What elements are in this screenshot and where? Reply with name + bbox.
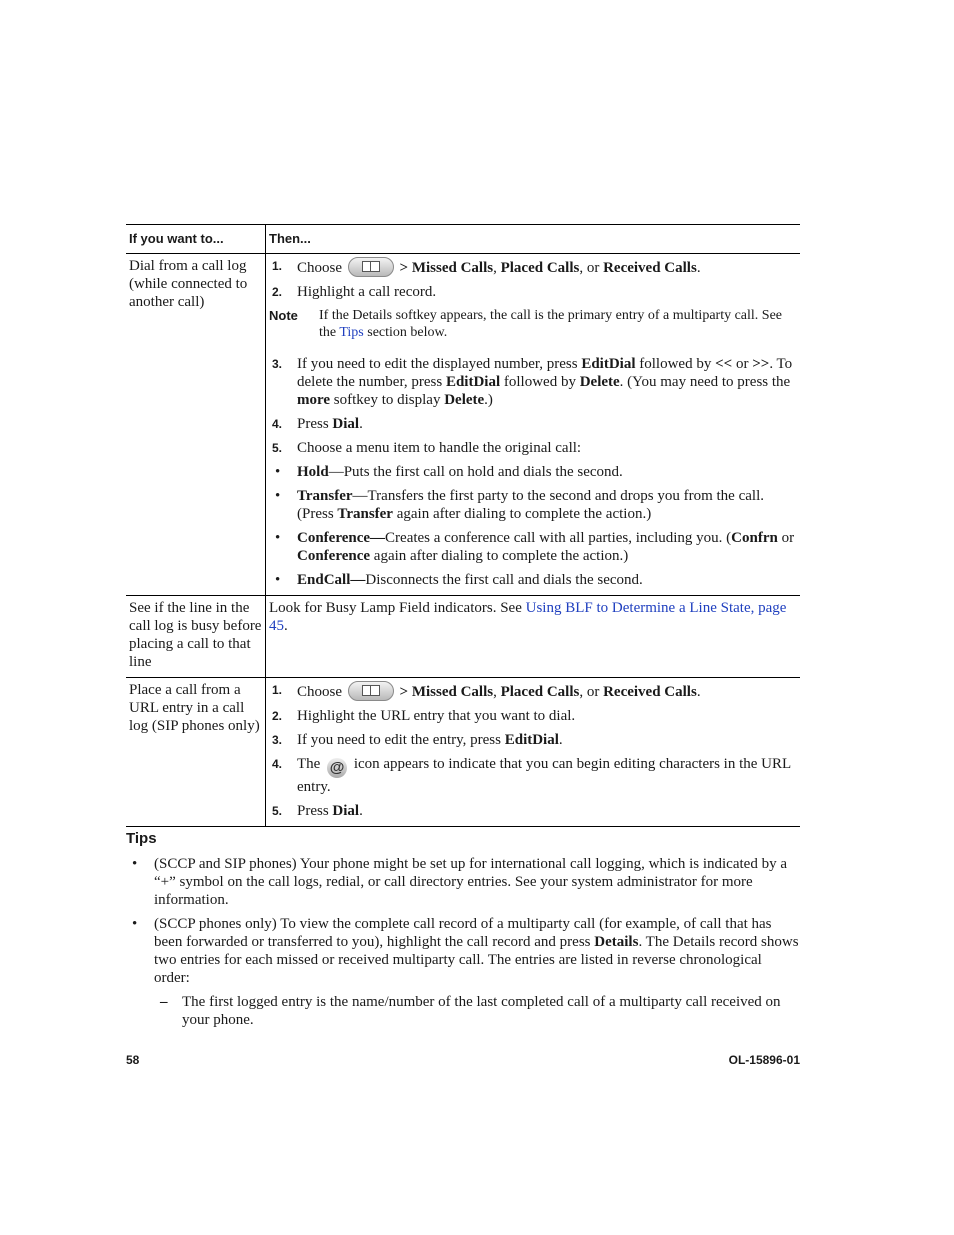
step-number: 3. xyxy=(272,733,283,747)
step-text: Press xyxy=(297,803,329,819)
bullet: • xyxy=(132,916,138,932)
softkey: EndCall— xyxy=(297,572,366,588)
punct: . xyxy=(359,803,363,819)
step-text: Choose xyxy=(297,684,342,700)
tip-text: (SCCP phones only) To view the complete call record of a multiparty call (for example, of call that has been forwarded or transferred to you), highlight the call record and press xyxy=(154,916,772,950)
bullet-text: —Puts the first call on hold and dials the second. xyxy=(328,464,623,480)
step xyxy=(269,707,798,725)
step-number: 2. xyxy=(272,285,283,299)
bullet-text: —Transfers the first party to the second and drops you from the call. (Press xyxy=(297,488,764,522)
punct: . xyxy=(696,684,701,700)
step xyxy=(269,439,798,457)
step-text: The xyxy=(297,756,321,772)
punct: . xyxy=(558,732,563,748)
bullet-text: or xyxy=(781,530,795,546)
bullet: • xyxy=(132,856,138,872)
header-col-2: Then... xyxy=(269,231,311,246)
punct: . xyxy=(696,260,701,276)
step xyxy=(269,681,798,701)
list-item xyxy=(126,855,800,909)
step-text: Press xyxy=(297,416,329,432)
softkey-missed-calls: Missed Calls xyxy=(411,260,494,276)
bullet-item xyxy=(269,487,798,523)
note-text: If the Details softkey appears, the call is the primary entry of a multiparty call. See the xyxy=(319,308,783,340)
bullet: • xyxy=(275,488,281,504)
bullet-item xyxy=(269,571,798,589)
punct: , xyxy=(493,684,497,700)
note-text: section below. xyxy=(367,325,448,340)
row-steps xyxy=(266,678,800,826)
step-text: or xyxy=(735,356,749,372)
step xyxy=(269,283,798,301)
step-number: 1. xyxy=(272,683,283,697)
bullet: • xyxy=(275,464,281,480)
row-task: See if the line in the call log is busy before placing a call to that line xyxy=(126,596,266,677)
step-text: followed by xyxy=(503,374,576,390)
step-number: 5. xyxy=(272,441,283,455)
softkey: Confrn xyxy=(731,530,778,546)
bullet-item xyxy=(269,463,798,481)
note-label: Note xyxy=(269,308,298,323)
call-log-table xyxy=(126,224,800,827)
note xyxy=(269,307,798,341)
punct: . xyxy=(284,618,288,634)
softkey-placed-calls: Placed Calls xyxy=(500,260,580,276)
step-text: Highlight a call record. xyxy=(297,284,437,300)
bullet-text: Disconnects the first call and dials the second. xyxy=(365,572,643,588)
table-row xyxy=(126,596,800,678)
bullet: • xyxy=(275,530,281,546)
step xyxy=(269,257,798,277)
bullet-text: again after dialing to complete the action.) xyxy=(373,548,629,564)
step xyxy=(269,355,798,409)
softkey: Dial xyxy=(332,416,360,432)
softkey: Delete xyxy=(579,374,620,390)
step-number: 3. xyxy=(272,357,283,371)
softkey-missed-calls: Missed Calls xyxy=(411,684,494,700)
step-number: 5. xyxy=(272,804,283,818)
step-sep: > xyxy=(399,260,409,276)
step xyxy=(269,802,798,820)
table-row xyxy=(126,254,800,596)
tip-text: (SCCP and SIP phones) Your phone might be set up for international call logging, which is indicated by a “+” symbol on the call logs, redial, or call directory entries. See your system administrator for more information. xyxy=(154,856,787,908)
punct: , xyxy=(493,260,497,276)
step-number: 4. xyxy=(272,417,283,431)
doc-number: OL-15896-01 xyxy=(728,1053,800,1067)
row-steps xyxy=(266,254,800,595)
softkey: Conference— xyxy=(297,530,386,546)
step-number: 1. xyxy=(272,259,283,273)
row-steps xyxy=(266,596,800,677)
bullet-item xyxy=(269,529,798,565)
softkey: Conference xyxy=(297,548,371,564)
softkey: more xyxy=(297,392,331,408)
tips-list xyxy=(126,855,800,1035)
list-item xyxy=(126,915,800,987)
softkey: << xyxy=(715,356,733,372)
row-task: Place a call from a URL entry in a call log (SIP phones only) xyxy=(126,678,266,826)
step-text: Choose a menu item to handle the original call: xyxy=(297,440,582,456)
tip-text: . The Details record shows two entries for each missed or received multiparty call. The entries are listed in reverse chronological order: xyxy=(154,934,799,986)
softkey: Dial xyxy=(332,803,360,819)
bullet: • xyxy=(275,572,281,588)
sub-item-text: The first logged entry is the name/number of the last completed call of a multiparty call received on your phone. xyxy=(182,994,781,1028)
directories-book-icon xyxy=(348,257,394,277)
step-text: Choose xyxy=(297,260,342,276)
softkey: Transfer xyxy=(297,488,353,504)
table-row xyxy=(126,678,800,826)
softkey: EditDial xyxy=(504,732,559,748)
page-number: 58 xyxy=(126,1053,140,1067)
step-number: 2. xyxy=(272,709,283,723)
at-sign-icon: @ xyxy=(327,758,347,778)
softkey: Delete xyxy=(444,392,485,408)
softkey: Hold xyxy=(297,464,329,480)
step-text: , or xyxy=(579,684,600,700)
softkey-received-calls: Received Calls xyxy=(603,260,697,276)
step-text: icon appears to indicate that you can begin editing characters in the URL entry. xyxy=(297,756,791,795)
step-text: followed by xyxy=(639,356,712,372)
sub-list-item xyxy=(154,993,800,1029)
step-text: .) xyxy=(484,392,493,408)
step-text: Highlight the URL entry that you want to dial. xyxy=(297,708,576,724)
row-task: Dial from a call log (while connected to another call) xyxy=(126,254,266,595)
softkey: Transfer xyxy=(337,506,393,522)
directories-book-icon xyxy=(348,681,394,701)
softkey: EditDial xyxy=(581,356,636,372)
step xyxy=(269,755,798,796)
step xyxy=(269,731,798,749)
header-col-1: If you want to... xyxy=(126,225,266,253)
bullet-text: Creates a conference call with all parties, including you. ( xyxy=(385,530,732,546)
step-number: 4. xyxy=(272,757,283,771)
step xyxy=(269,415,798,433)
softkey: Details xyxy=(594,934,639,950)
table-header xyxy=(126,225,800,254)
softkey: EditDial xyxy=(445,374,501,390)
step-sep: > xyxy=(399,684,409,700)
softkey-placed-calls: Placed Calls xyxy=(500,684,580,700)
punct: . xyxy=(359,416,363,432)
blf-link[interactable]: Using BLF to Determine a Line State, page 45 xyxy=(269,600,787,634)
dash: – xyxy=(160,994,168,1010)
tips-heading: Tips xyxy=(126,830,157,847)
bullet-text: again after dialing to complete the action.) xyxy=(396,506,652,522)
softkey: >> xyxy=(752,356,770,372)
step-text: . To delete the number, press xyxy=(297,356,793,390)
step-text: . (You may need to press the xyxy=(619,374,791,390)
step-text: If you need to edit the entry, press xyxy=(297,732,501,748)
softkey-received-calls: Received Calls xyxy=(603,684,697,700)
tips-link[interactable]: Tips xyxy=(339,325,364,340)
step-text: softkey to display xyxy=(333,392,441,408)
step-text: If you need to edit the displayed number, press xyxy=(297,356,578,372)
step-text: , or xyxy=(579,260,600,276)
row-text: Look for Busy Lamp Field indicators. See xyxy=(269,600,522,616)
